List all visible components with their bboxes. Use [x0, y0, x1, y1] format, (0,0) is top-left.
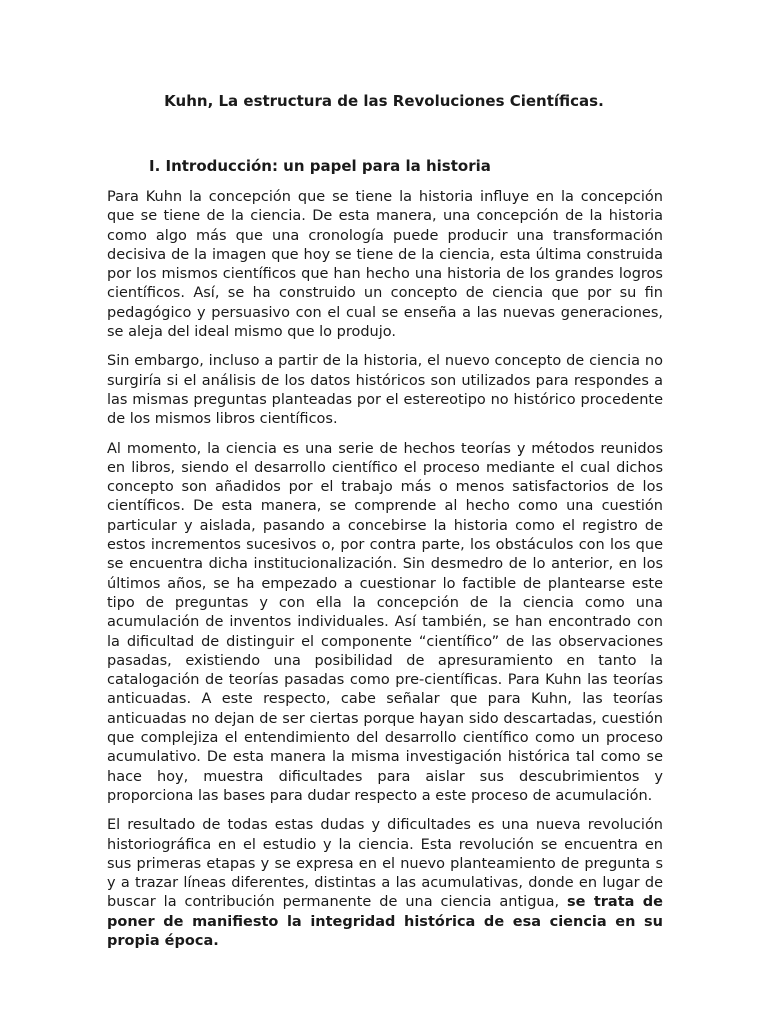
document-body	[107, 188, 663, 951]
document-title: Kuhn, La estructura de las Revoluciones Científicas.	[164, 92, 604, 110]
final-paragraph-text: El resultado de todas estas dudas y dificultades es una nueva revolución historiográfica en el estudio y la ciencia. Esta revolución se encuentra en sus primeras etapas y se expresa en el nuevo planteamiento de pregunta s y a trazar líneas diferentes, distintas a las acumulativas, donde en lugar de buscar la contribución permanente de una ciencia antigua,	[107, 817, 663, 911]
section-heading: I. Introducción: un papel para la historia	[149, 157, 491, 175]
paragraph: Al momento, la ciencia es una serie de hechos teorías y métodos reunidos en libros, siendo el desarrollo científico el proceso mediante el cual dichos concepto son añadidos por el trabajo más o menos satisfactorios de los científicos. De esta manera, se comprende al hecho como una cuestión particular y aislada, pasando a concebirse la historia como el registro de estos incrementos sucesivos o, por contra parte, los obstáculos con los que se encuentra dicha institucionalización. Sin desmedro de lo anterior, en los últimos años, se ha empezado a cuestionar lo factible de plantearse este tipo de preguntas y con ella la concepción de la ciencia como una acumulación de inventos individuales. Así también, se han encontrado con la dificultad de distinguir el componente “científico” de las observaciones pasadas, existiendo una posibilidad de apresuramiento en tanto la catalogación de teorías pasadas como pre-científicas. Para Kuhn las teorías anticuadas. A este respecto, cabe señalar que para Kuhn, las teorías anticuadas no dejan de ser ciertas porque hayan sido descartadas, cuestión que complejiza el entendimiento del desarrollo científico como un proceso acumulativo. De esta manera la misma investigación histórica tal como se hace hoy, muestra dificultades para aislar sus descubrimientos y proporciona las bases para dudar respecto a este proceso de acumulación.	[107, 440, 663, 804]
final-paragraph-bold-text: se trata de poner de manifiesto la integridad histórica de esa ciencia en su propia época.	[107, 894, 663, 949]
paragraph: Para Kuhn la concepción que se tiene la historia influye en la concepción que se tiene de la ciencia. De esta manera, una concepción de la historia como algo más que una cronología puede producir una transformación decisiva de la imagen que hoy se tiene de la ciencia, esta última construida por los mismos científicos que han hecho una historia de los grandes logros científicos. Así, se ha construido un concepto de ciencia que por su fin pedagógico y persuasivo con el cual se enseña a las nuevas generaciones, se aleja del ideal mismo que lo produjo.	[107, 189, 663, 341]
final-paragraph	[107, 816, 663, 951]
paragraph: Sin embargo, incluso a partir de la historia, el nuevo concepto de ciencia no surgiría si el análisis de los datos históricos son utilizados para respondes a las mismas preguntas planteadas por el estereotipo no histórico procedente de los mismos libros científicos.	[107, 353, 663, 428]
